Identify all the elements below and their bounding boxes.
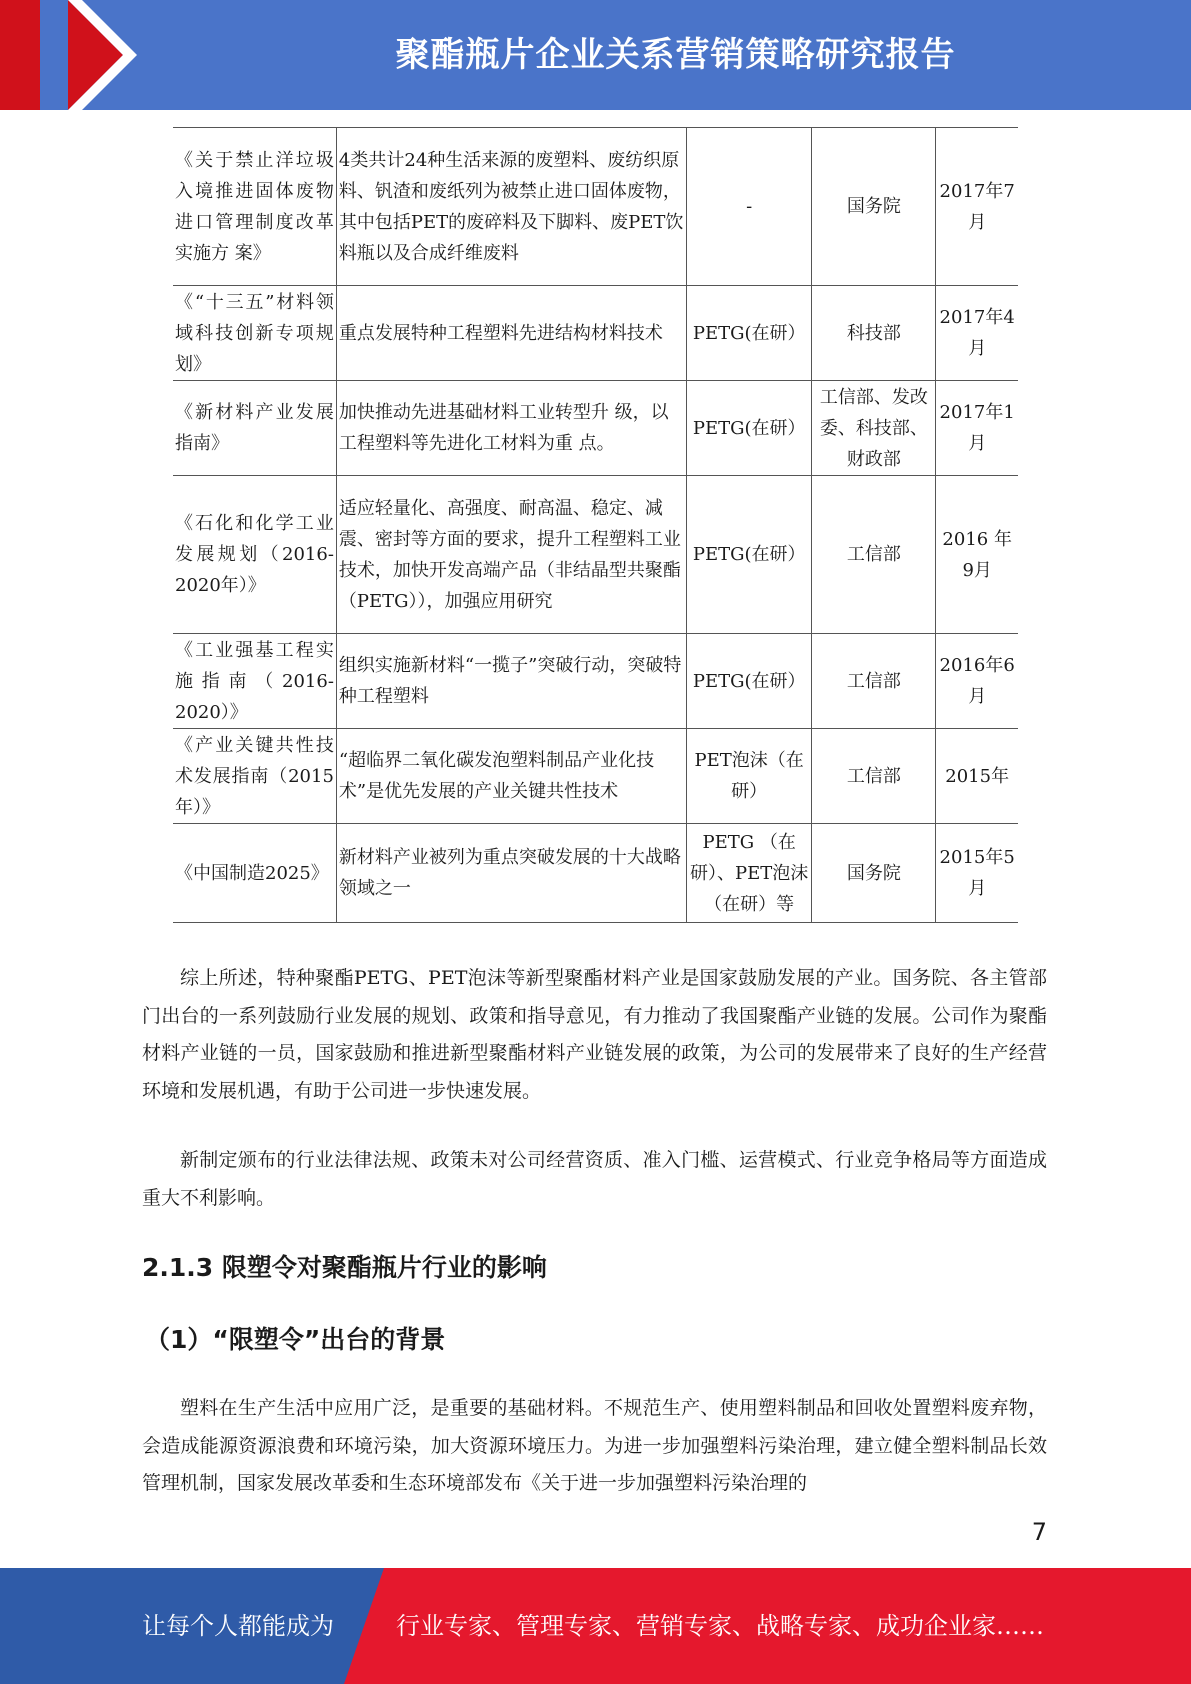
page-footer [0,1568,1191,1684]
policy-department: 工信部 [812,729,936,824]
impact-paragraph: 新制定颁布的行业法律法规、政策未对公司经营资质、准入门槛、运营模式、行业竞争格局等方面造成重大不利影响。 [142,1149,1047,1209]
policy-department: 科技部 [812,286,936,381]
policy-department: 国务院 [812,128,936,286]
policy-product: PETG(在研） [686,476,811,634]
policy-content: 适应轻量化、高强度、耐高温、稳定、减震、密封等方面的要求，提升工程塑料工业技术，加快开发高端产品（非结晶型共聚酯（PETG）），加强应用研究 [336,476,686,634]
policy-product: PETG(在研） [686,381,811,476]
policy-date: 2016 年9月 [936,476,1018,634]
policy-name: 《产业关键共性技术发展指南（2015年）》 [173,729,336,824]
policy-content: 加快推动先进基础材料工业转型升 级，以工程塑料等先进化工材料为重 点。 [336,381,686,476]
table-row [173,824,1018,923]
policy-name: 《“十三五”材料领域科技创新专项规划》 [173,286,336,381]
subsection-heading: （1）“限塑令”出台的背景 [145,1325,446,1354]
policy-name: 《关于禁止洋垃圾入境推进固体废物进口管理制度改革实施方 案》 [173,128,336,286]
policy-date: 2017年4月 [936,286,1018,381]
policy-department: 工信部 [812,634,936,729]
policy-department: 工信部、发改委、科技部、财政部 [812,381,936,476]
header-chevron-icon [68,0,148,110]
table-row [173,128,1018,286]
table-row [173,381,1018,476]
policy-product: PET泡沫（在研） [686,729,811,824]
policy-department: 国务院 [812,824,936,923]
policy-date: 2015年5月 [936,824,1018,923]
policy-name: 《工业强基工程实施指南（2016-2020）》 [173,634,336,729]
policy-date: 2016年6月 [936,634,1018,729]
policy-date: 2017年7月 [936,128,1018,286]
table-row [173,286,1018,381]
table-row [173,476,1018,634]
page-number: 7 [1031,1518,1047,1546]
policy-date: 2017年1月 [936,381,1018,476]
policy-name: 《新材料产业发展指南》 [173,381,336,476]
policy-product: PETG(在研） [686,286,811,381]
policy-content: 新材料产业被列为重点突破发展的十大战略领域之一 [336,824,686,923]
footer-slogan-left: 让每个人都能成为 [142,1612,334,1640]
policy-table [173,127,1018,923]
policy-content: 组织实施新材料“一揽子”突破行动，突破特种工程塑料 [336,634,686,729]
header-red-block [0,0,40,110]
policy-product: PETG(在研） [686,634,811,729]
page-header [0,0,1191,110]
page-title: 聚酯瓶片企业关系营销策略研究报告 [395,35,956,75]
policy-name: 《石化和化学工业发展规划（2016-2020年）》 [173,476,336,634]
footer-slogan-right: 行业专家、管理专家、营销专家、战略专家、成功企业家…… [396,1612,1044,1640]
policy-department: 工信部 [812,476,936,634]
table-row [173,634,1018,729]
policy-content: 重点发展特种工程塑料先进结构材料技术 [336,286,686,381]
summary-paragraph: 综上所述，特种聚酯PETG、PET泡沫等新型聚酯材料产业是国家鼓励发展的产业。国务院、各主管部门出台的一系列鼓励行业发展的规划、政策和指导意见，有力推动了我国聚酯产业链的发展。公司作为聚酯材料产业链的一员，国家鼓励和推进新型聚酯材料产业链发展的政策，为公司的发展带来了良好的生产经营环境和发展机遇，有助于公司进一步快速发展。 [142,967,1047,1102]
section-heading: 2.1.3 限塑令对聚酯瓶片行业的影响 [142,1253,547,1282]
table-row [173,729,1018,824]
policy-product: - [686,128,811,286]
background-paragraph: 塑料在生产生活中应用广泛，是重要的基础材料。不规范生产、使用塑料制品和回收处置塑料废弃物，会造成能源资源浪费和环境污染，加大资源环境压力。为进一步加强塑料污染治理，建立健全塑料制品长效管理机制，国家发展改革委和生态环境部发布《关于进一步加强塑料污染治理的 [142,1397,1047,1494]
policy-content: “超临界二氧化碳发泡塑料制品产业化技术”是优先发展的产业关键共性技术 [336,729,686,824]
policy-date: 2015年 [936,729,1018,824]
policy-name: 《中国制造2025》 [173,824,336,923]
policy-content: 4类共计24种生活来源的废塑料、废纺织原料、钒渣和废纸列为被禁止进口固体废物，其中包括PET的废碎料及下脚料、废PET饮料瓶以及合成纤维废料 [336,128,686,286]
policy-product: PETG （在研）、PET泡沫（在研）等 [686,824,811,923]
